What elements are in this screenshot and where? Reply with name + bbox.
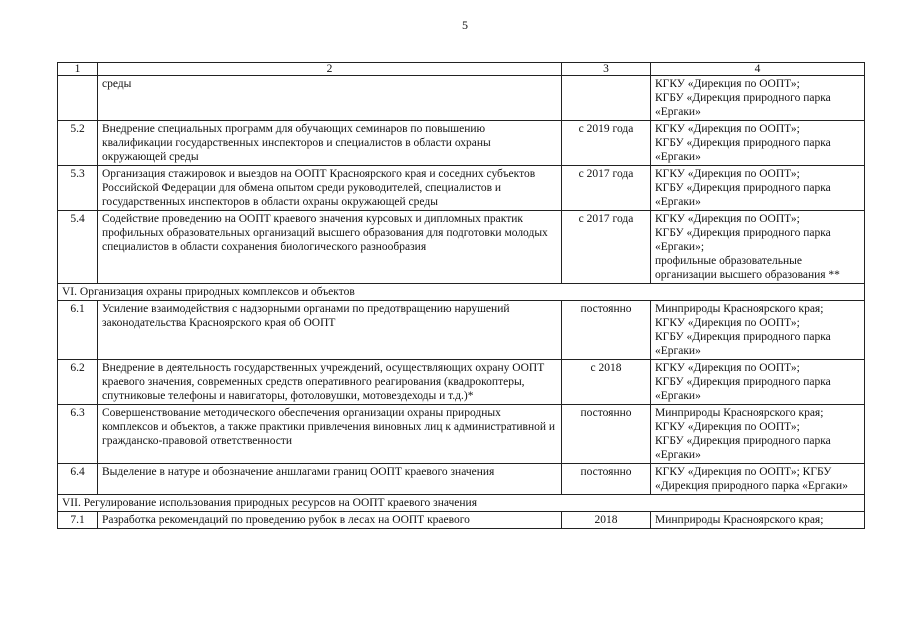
executor-cell [651,211,865,284]
executor-cell [651,405,865,464]
executor-line: КГКУ «Дирекция по ООПТ»; [655,78,800,90]
header-col-term: 3 [562,63,651,76]
table-row [58,360,865,405]
row-number: 6.3 [58,405,98,464]
executor-line: КГБУ «Дирекция природного парка «Ергаки» [655,376,831,402]
table-header-row [58,63,865,76]
executor-line: КГБУ «Дирекция природного парка «Ергаки»; [655,227,831,253]
table-row [58,512,865,529]
term-cell: постоянно [562,301,651,360]
executor-line: Минприроды Красноярского края; [655,303,824,315]
header-col-activity: 2 [98,63,562,76]
table-row [58,464,865,495]
action-plan-table [57,62,865,529]
executor-cell [651,76,865,121]
executor-cell [651,512,865,529]
term-cell: с 2017 года [562,211,651,284]
term-cell: с 2019 года [562,121,651,166]
term-cell: с 2018 [562,360,651,405]
executor-line: КГБУ «Дирекция природного парка «Ергаки» [655,435,831,461]
table-row [58,211,865,284]
executor-line: КГБУ «Дирекция природного парка «Ергаки» [655,331,831,357]
activity-text: Совершенствование методического обеспечения организации охраны природных комплексов и объектов, а также практики привлечения виновных лиц к административной и гражданско-правовой ответственности [98,405,562,464]
activity-text: среды [98,76,562,121]
executor-line: Минприроды Красноярского края; [655,407,824,419]
row-number: 6.2 [58,360,98,405]
section-title: VII. Регулирование использования природных ресурсов на ООПТ краевого значения [58,495,865,512]
row-number: 6.1 [58,301,98,360]
page-number: 5 [462,18,468,32]
executor-cell [651,301,865,360]
header-col-number: 1 [58,63,98,76]
executor-cell [651,166,865,211]
activity-text: Усиление взаимодействия с надзорными органами по предотвращению нарушений законодательства Красноярского края об ООПТ [98,301,562,360]
executor-line: КГБУ «Дирекция природного парка «Ергаки» [655,137,831,163]
executor-line: КГКУ «Дирекция по ООПТ»; [655,362,800,374]
row-number: 5.2 [58,121,98,166]
executor-line: КГБУ «Дирекция природного парка «Ергаки» [655,92,831,118]
activity-text: Организация стажировок и выездов на ООПТ Красноярского края и соседних субъектов Российской Федерации для обмена опытом среди руководителей, специалистов и государственных инспекторов в области охраны окружающей среды [98,166,562,211]
activity-text: Внедрение в деятельность государственных учреждений, осуществляющих охрану ООПТ краевого значения, современных средств оперативного реагирования (квадрокоптеры, спутниковые телефоны и навигаторы, фотоловушки, мотовездеходы и т.д.)* [98,360,562,405]
activity-text: Внедрение специальных программ для обучающих семинаров по повышению квалификации государственных инспекторов и специалистов в области охраны окружающей среды [98,121,562,166]
table-row [58,76,865,121]
term-cell: с 2017 года [562,166,651,211]
executor-line: КГБУ «Дирекция природного парка «Ергаки» [655,182,831,208]
activity-text: Выделение в натуре и обозначение аншлагами границ ООПТ краевого значения [98,464,562,495]
row-number: 5.3 [58,166,98,211]
row-number: 6.4 [58,464,98,495]
term-cell: постоянно [562,464,651,495]
table-row [58,405,865,464]
executor-line: КГКУ «Дирекция по ООПТ»; КГБУ «Дирекция природного парка «Ергаки» [655,466,848,492]
table-body [58,76,865,529]
activity-text: Разработка рекомендаций по проведению рубок в лесах на ООПТ краевого [98,512,562,529]
term-cell: постоянно [562,405,651,464]
table-row [58,301,865,360]
section-heading-row [58,284,865,301]
executor-line: КГКУ «Дирекция по ООПТ»; [655,168,800,180]
executor-cell [651,121,865,166]
table-row [58,121,865,166]
section-title: VI. Организация охраны природных комплексов и объектов [58,284,865,301]
row-number: 7.1 [58,512,98,529]
section-heading-row [58,495,865,512]
executor-line: КГКУ «Дирекция по ООПТ»; [655,421,800,433]
executor-line: КГКУ «Дирекция по ООПТ»; [655,317,800,329]
row-number [58,76,98,121]
executor-line: Минприроды Красноярского края; [655,514,824,526]
executor-cell [651,360,865,405]
term-cell [562,76,651,121]
header-col-executor: 4 [651,63,865,76]
activity-text: Содействие проведению на ООПТ краевого значения курсовых и дипломных практик профильных образовательных организаций высшего образования для подготовки молодых специалистов в области сохранения биологического разнообразия [98,211,562,284]
executor-line: КГКУ «Дирекция по ООПТ»; [655,213,800,225]
executor-line: профильные образовательные организации высшего образования ** [655,255,840,281]
executor-cell [651,464,865,495]
row-number: 5.4 [58,211,98,284]
table-row [58,166,865,211]
executor-line: КГКУ «Дирекция по ООПТ»; [655,123,800,135]
term-cell: 2018 [562,512,651,529]
